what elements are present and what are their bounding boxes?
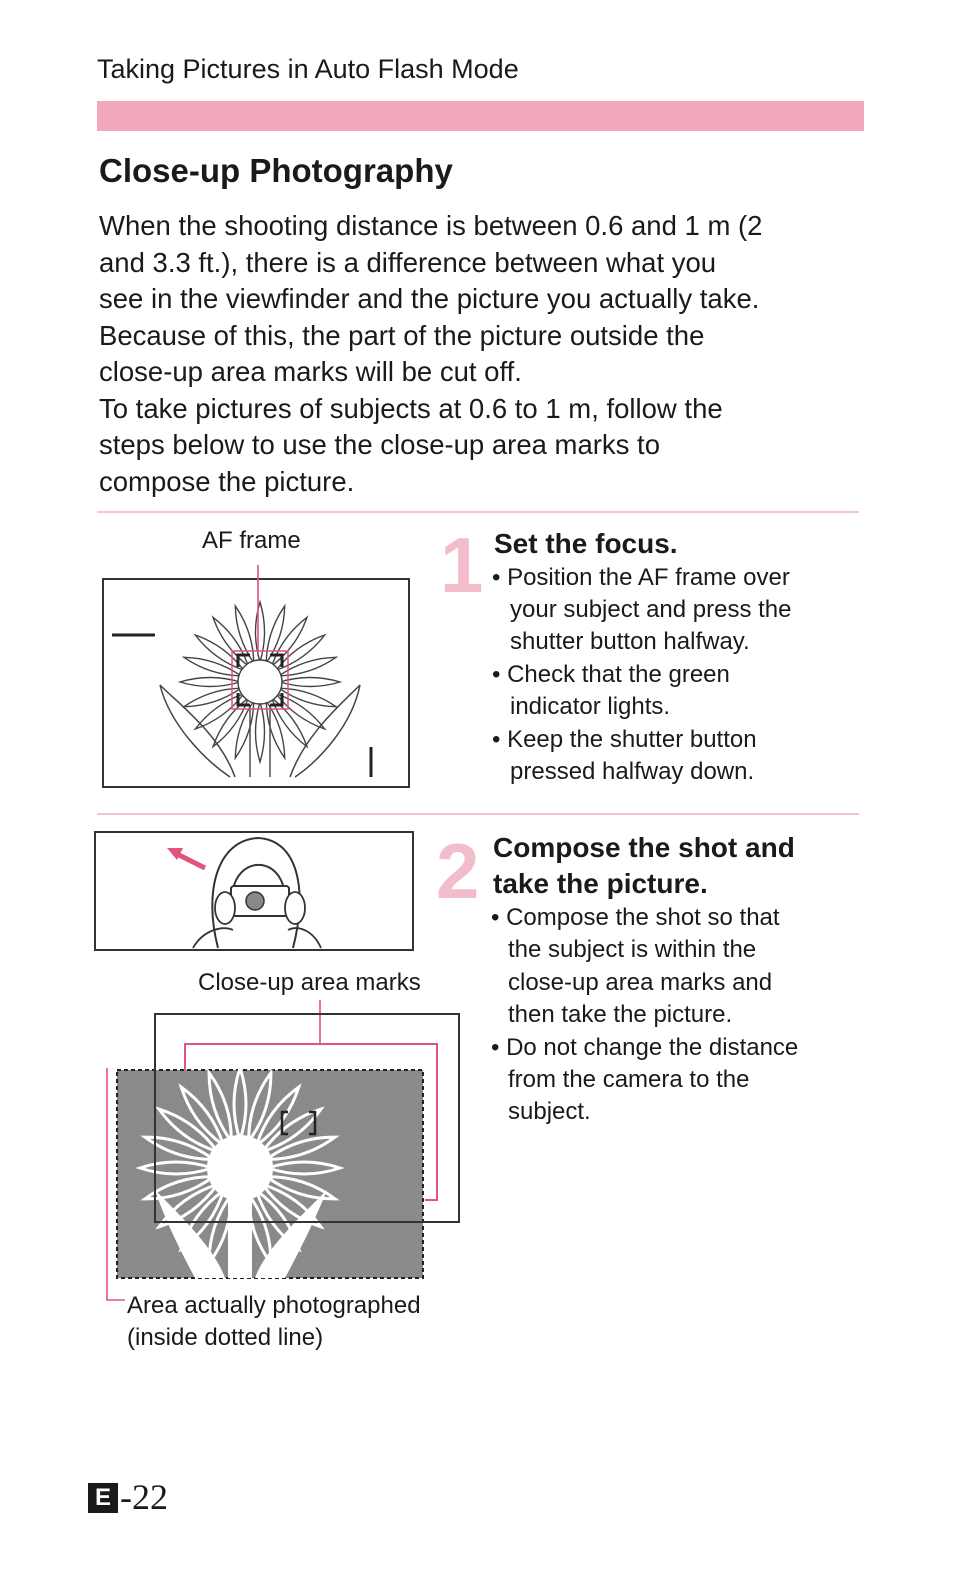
- step-bullet: then take the picture.: [508, 1001, 733, 1028]
- step-title: Compose the shot and: [493, 832, 795, 863]
- intro-line: see in the viewfinder and the picture you actually take.: [99, 283, 760, 314]
- closeup-marks-label: Close-up area marks: [198, 969, 421, 996]
- step-number: 2: [436, 827, 480, 915]
- intro-line: When the shooting distance is between 0.6 and 1 m (2: [99, 210, 763, 241]
- step-bullet: • Check that the green: [492, 661, 730, 688]
- language-badge: E: [88, 1483, 118, 1513]
- flower-petal: [140, 1162, 212, 1174]
- step-bullet: • Keep the shutter button: [492, 726, 757, 753]
- area-label: (inside dotted line): [127, 1324, 324, 1351]
- intro-line: To take pictures of subjects at 0.6 to 1 m, follow the: [99, 393, 723, 424]
- header-accent-bar: [97, 101, 864, 131]
- closeup-area-illustration: [95, 1000, 465, 1310]
- step-title: take the picture.: [493, 868, 708, 899]
- intro-line: Because of this, the part of the picture outside the: [99, 320, 705, 351]
- section-title: Taking Pictures in Auto Flash Mode: [97, 54, 519, 84]
- page-heading: Close-up Photography: [99, 152, 453, 189]
- step-bullet: • Compose the shot so that: [491, 904, 780, 931]
- step-title: Set the focus.: [494, 528, 678, 559]
- flower-petal: [268, 1162, 340, 1174]
- step-bullet: shutter button halfway.: [510, 628, 750, 655]
- step-bullet: indicator lights.: [510, 693, 671, 720]
- step-number: 1: [440, 521, 484, 609]
- intro-line: close-up area marks will be cut off.: [99, 356, 522, 387]
- photographer-illustration: [93, 830, 415, 952]
- area-label: Area actually photographed: [127, 1292, 421, 1319]
- step-bullet: close-up area marks and: [508, 969, 773, 996]
- section-divider: [97, 511, 859, 513]
- step-bullet: your subject and press the: [510, 596, 792, 623]
- flower-petal: [234, 1068, 246, 1140]
- step-bullet: • Do not change the distance: [491, 1034, 799, 1061]
- step-bullet: subject.: [508, 1098, 591, 1125]
- section-divider: [97, 813, 859, 815]
- intro-line: and 3.3 ft.), there is a difference between what you: [99, 247, 717, 278]
- step-bullet: the subject is within the: [508, 936, 757, 963]
- step-bullet: pressed halfway down.: [510, 758, 755, 785]
- intro-line: compose the picture.: [99, 466, 355, 497]
- viewfinder-illustration: [100, 555, 415, 790]
- intro-line: steps below to use the close-up area marks to: [99, 429, 660, 460]
- page-number: -22: [120, 1477, 168, 1517]
- step-bullet: • Position the AF frame over: [492, 564, 790, 591]
- step-bullet: from the camera to the: [508, 1066, 750, 1093]
- af-frame-label: AF frame: [202, 527, 301, 554]
